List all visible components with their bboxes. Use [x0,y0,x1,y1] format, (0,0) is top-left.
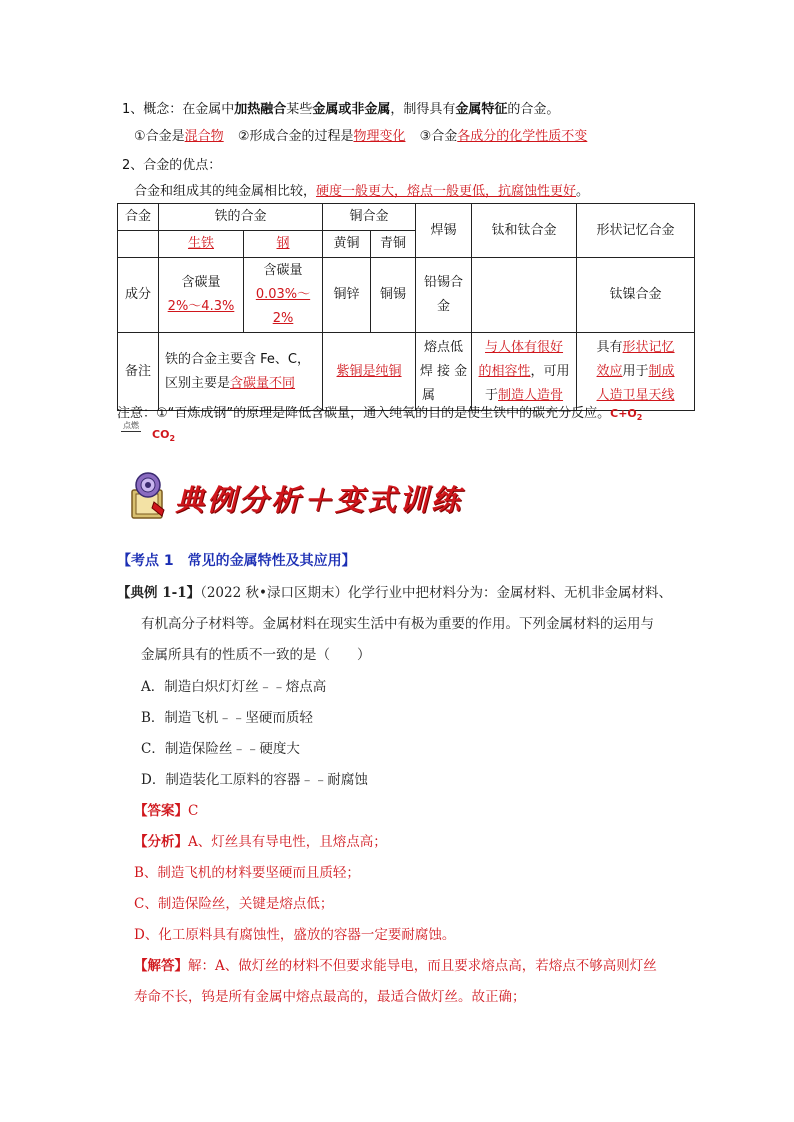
analysis-line-c: C、制造保险丝，关键是熔点低； [134,896,334,912]
solution-line1: 【解答】解：A、做灯丝的材料不但要求能导电，而且要求熔点高，若熔点不够高则灯丝 [134,958,657,974]
table-cell-copper-note: 紫铜是纯铜 [323,333,416,411]
concept-points: ①合金是混合物 ②形成合金的过程是物理变化 ③合金各成分的化学性质不变 [134,129,588,144]
book-icon [128,470,168,522]
table-cell-bronze: 青铜 [371,231,416,258]
table-cell-brass-comp: 铜锌 [323,258,371,333]
notice-line: 注意：①“百炼成钢”的原理是降低含碳量，通入纯氧的目的是使生铁中的碳充分反应。$C+O_2$ [117,406,643,423]
table-row [118,333,695,411]
analysis-line-b: B、制造飞机的材料要坚硬而且质轻； [134,865,360,881]
banner-title: 典例分析＋变式训练 [175,483,464,517]
option-a: A．制造白炽灯灯丝﹣﹣熔点高 [141,679,327,695]
table-row-label-composition: 成分 [118,258,159,333]
option-c: C．制造保险丝﹣﹣硬度大 [141,741,300,757]
advantage-line: 合金和组成其的纯金属相比较，硬度一般更大，熔点一般更低，抗腐蚀性更好。 [134,184,590,199]
table-row-label-note: 备注 [118,333,159,411]
table-row [118,258,695,333]
table-header-solder: 焊锡 [416,204,472,258]
alloy-table [117,203,695,411]
table-header-alloy: 合金 [118,204,159,231]
analysis-line-a: 【分析】A、灯丝具有导电性，且熔点高； [134,834,387,850]
table-cell-pig-comp: 含碳量 2%～4.3% [159,258,244,333]
table-header-copper: 铜合金 [323,204,416,231]
table-cell-brass: 黄铜 [323,231,371,258]
table-cell-steel-comp: 含碳量 0.03%～2% [244,258,323,333]
example-line3: 金属所具有的性质不一致的是（ ） [141,647,371,663]
example-line1: 【典例 1-1】（2022 秋•渌口区期末）化学行业中把材料分为：金属材料、无机非金属材料、 [117,585,672,601]
table-header-iron: 铁的合金 [159,204,323,231]
table-cell-bronze-comp: 铜锡 [371,258,416,333]
table-cell-solder-note: 熔点低 焊 接 金 属 [416,333,472,411]
option-b: B．制造飞机﹣﹣坚硬而质轻 [141,710,313,726]
table-cell [472,258,577,333]
example-line2: 有机高分子材料等。金属材料在现实生活中有极为重要的作用。下列金属材料的运用与 [141,616,654,632]
table-cell-solder-comp: 铅锡合 金 [416,258,472,333]
table-cell [118,231,159,258]
table-header-memory: 形状记忆合金 [577,204,695,258]
advantage-title: 2、合金的优点： [122,158,222,173]
equation-condition: 点燃 [123,421,139,430]
solution-line2: 寿命不长，钨是所有金属中熔点最高的，最适合做灯丝。故正确； [134,989,526,1005]
table-cell-iron-note: 铁的合金主要含 Fe、C， 区别主要是含碳量不同 [159,333,323,411]
table-row [118,204,695,231]
table-cell-memory-note: 具有形状记忆 效应用于制成 人造卫星天线 [577,333,695,411]
section-title: 【考点 1 常见的金属特性及其应用】 [117,553,356,569]
equation-left: $C+O_2$ [610,407,643,423]
table-header-titanium: 钛和钛合金 [472,204,577,258]
equation-right: $CO_2$ [152,428,176,444]
option-d: D．制造装化工原料的容器﹣﹣耐腐蚀 [141,772,368,788]
table-cell-titanium-note: 与人体有很好 的相容性，可用 于制造人造骨 [472,333,577,411]
table-cell-memory-comp: 钛镍合金 [577,258,695,333]
answer-line: 【答案】C [134,803,199,819]
analysis-line-d: D、化工原料具有腐蚀性，盛放的容器一定要耐腐蚀。 [134,927,456,943]
concept-line: 1、概念：在金属中加热融合某些金属或非金属，制得具有金属特征的合金。 [122,102,560,117]
table-cell-steel: 钢 [244,231,323,258]
table-cell-pig-iron: 生铁 [159,231,244,258]
